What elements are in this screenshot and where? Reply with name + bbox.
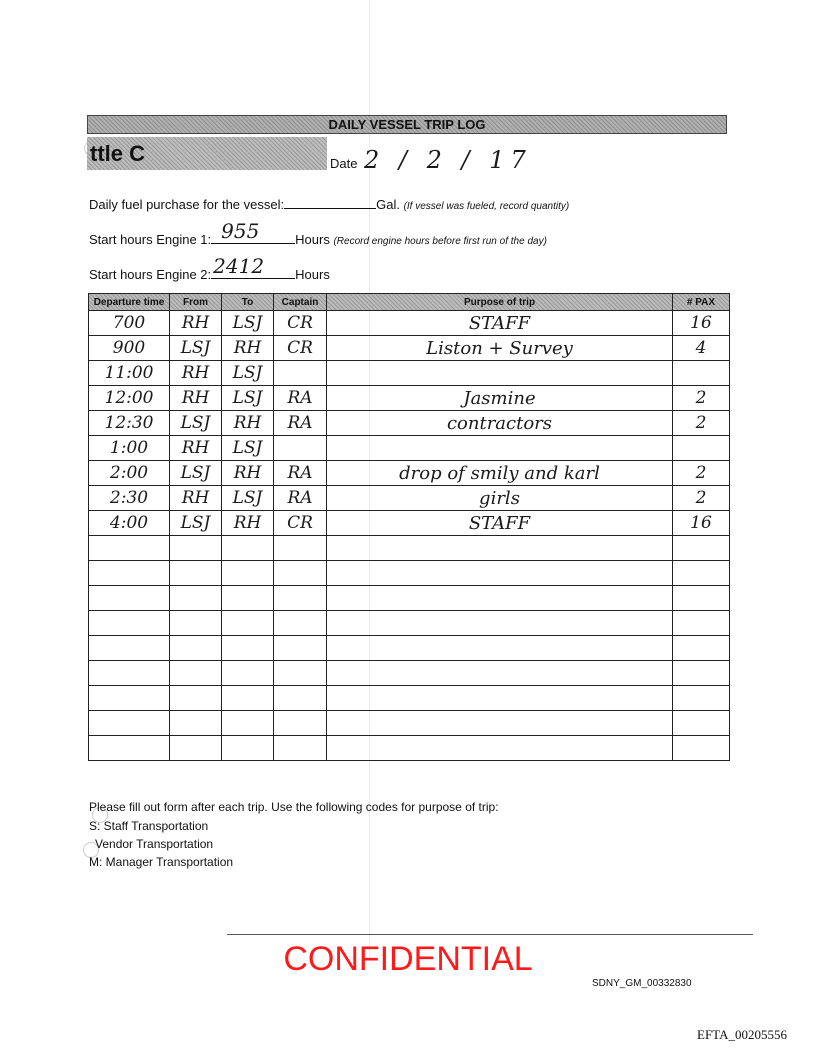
captain-cell — [274, 561, 327, 586]
pax-cell — [673, 586, 730, 611]
from-cell: RH — [170, 436, 222, 461]
to-cell: LSJ — [222, 486, 274, 511]
captain-cell — [274, 736, 327, 761]
departure-time-cell: 2:00 — [89, 461, 170, 486]
code-vendor: Vendor Transportation — [95, 837, 214, 851]
fuel-label: Daily fuel purchase for the vessel: — [89, 197, 285, 212]
departure-time-cell — [89, 736, 170, 761]
to-cell — [222, 686, 274, 711]
to-cell: RH — [222, 511, 274, 536]
captain-cell — [274, 586, 327, 611]
table-header-row — [89, 294, 730, 311]
to-cell — [222, 711, 274, 736]
purpose-cell — [327, 661, 673, 686]
departure-time-cell: 900 — [89, 336, 170, 361]
purpose-cell — [327, 636, 673, 661]
captain-cell — [274, 536, 327, 561]
to-cell: LSJ — [222, 311, 274, 336]
captain-cell: RA — [274, 486, 327, 511]
purpose-cell: Jasmine — [327, 386, 673, 411]
to-cell — [222, 536, 274, 561]
table-row — [89, 486, 730, 511]
departure-time-cell: 2:30 — [89, 486, 170, 511]
departure-time-cell — [89, 536, 170, 561]
captain-cell: RA — [274, 411, 327, 436]
pax-cell: 4 — [673, 336, 730, 361]
purpose-cell: STAFF — [327, 511, 673, 536]
pax-cell — [673, 686, 730, 711]
purpose-cell — [327, 736, 673, 761]
pax-cell: 2 — [673, 486, 730, 511]
column-header: To — [222, 294, 274, 311]
table-row — [89, 611, 730, 636]
date-label: Date — [330, 156, 358, 171]
from-cell — [170, 661, 222, 686]
captain-cell — [274, 661, 327, 686]
column-header: From — [170, 294, 222, 311]
captain-cell: RA — [274, 461, 327, 486]
pax-cell — [673, 611, 730, 636]
from-cell — [170, 636, 222, 661]
pax-cell: 2 — [673, 386, 730, 411]
to-cell — [222, 586, 274, 611]
table-row — [89, 661, 730, 686]
from-cell — [170, 586, 222, 611]
purpose-cell — [327, 686, 673, 711]
table-row — [89, 686, 730, 711]
purpose-cell — [327, 561, 673, 586]
pax-cell — [673, 636, 730, 661]
pax-cell — [673, 561, 730, 586]
engine1-line — [89, 219, 547, 247]
efta-number: EFTA_00205556 — [697, 1027, 787, 1042]
from-cell: RH — [170, 311, 222, 336]
from-cell — [170, 561, 222, 586]
from-cell: RH — [170, 361, 222, 386]
engine1-value: 955 — [221, 219, 260, 243]
departure-time-cell — [89, 636, 170, 661]
departure-time-cell: 700 — [89, 311, 170, 336]
to-cell: RH — [222, 336, 274, 361]
table-row — [89, 711, 730, 736]
from-cell — [170, 686, 222, 711]
purpose-cell — [327, 711, 673, 736]
departure-time-cell — [89, 586, 170, 611]
column-header: Purpose of trip — [327, 294, 673, 311]
pax-cell — [673, 436, 730, 461]
from-cell: LSJ — [170, 336, 222, 361]
pax-cell — [673, 736, 730, 761]
departure-time-cell: 1:00 — [89, 436, 170, 461]
captain-cell: CR — [274, 336, 327, 361]
pax-cell: 2 — [673, 461, 730, 486]
table-row — [89, 736, 730, 761]
departure-time-cell: 4:00 — [89, 511, 170, 536]
purpose-cell — [327, 611, 673, 636]
table-row — [89, 436, 730, 461]
purpose-cell: girls — [327, 486, 673, 511]
table-row — [89, 536, 730, 561]
trip-log-table — [88, 293, 730, 761]
pax-cell — [673, 661, 730, 686]
from-cell — [170, 536, 222, 561]
bates-number: SDNY_GM_00332830 — [592, 978, 692, 989]
from-cell: LSJ — [170, 461, 222, 486]
to-cell — [222, 736, 274, 761]
purpose-cell: STAFF — [327, 311, 673, 336]
from-cell: LSJ — [170, 511, 222, 536]
engine2-blank — [211, 254, 295, 279]
table-row — [89, 561, 730, 586]
engine2-unit: Hours — [295, 267, 330, 282]
table-row — [89, 361, 730, 386]
to-cell: LSJ — [222, 361, 274, 386]
departure-time-cell — [89, 711, 170, 736]
departure-time-cell — [89, 661, 170, 686]
from-cell: RH — [170, 386, 222, 411]
purpose-cell — [327, 361, 673, 386]
form-title: DAILY VESSEL TRIP LOG — [87, 115, 727, 134]
pax-cell: 16 — [673, 511, 730, 536]
purpose-cell: Liston + Survey — [327, 336, 673, 361]
table-row — [89, 336, 730, 361]
departure-time-cell: 12:00 — [89, 386, 170, 411]
to-cell — [222, 561, 274, 586]
captain-cell — [274, 711, 327, 736]
to-cell — [222, 611, 274, 636]
purpose-cell: contractors — [327, 411, 673, 436]
pax-cell — [673, 536, 730, 561]
footer-rule — [227, 934, 753, 935]
pax-cell: 2 — [673, 411, 730, 436]
to-cell: LSJ — [222, 386, 274, 411]
table-row — [89, 636, 730, 661]
purpose-cell — [327, 436, 673, 461]
engine1-note: (Record engine hours before first run of the day) — [333, 236, 547, 247]
pax-cell — [673, 711, 730, 736]
captain-cell — [274, 611, 327, 636]
departure-time-cell — [89, 561, 170, 586]
column-header: Captain — [274, 294, 327, 311]
table-row — [89, 311, 730, 336]
captain-cell: CR — [274, 511, 327, 536]
purpose-cell — [327, 586, 673, 611]
code-staff: S: Staff Transportation — [89, 819, 209, 833]
column-header: Departure time — [89, 294, 170, 311]
captain-cell — [274, 686, 327, 711]
captain-cell — [274, 361, 327, 386]
pax-cell — [673, 361, 730, 386]
table-row — [89, 511, 730, 536]
table-row — [89, 386, 730, 411]
purpose-cell — [327, 536, 673, 561]
engine1-label: Start hours Engine 1: — [89, 232, 212, 247]
fuel-unit: Gal. — [376, 197, 400, 212]
from-cell: RH — [170, 486, 222, 511]
instructions-line: Please fill out form after each trip. Use the following codes for purpose of trip: — [89, 800, 499, 814]
engine2-label: Start hours Engine 2: — [89, 267, 212, 282]
table-row — [89, 586, 730, 611]
table-row — [89, 411, 730, 436]
column-header: # PAX — [673, 294, 730, 311]
captain-cell — [274, 636, 327, 661]
table-row — [89, 461, 730, 486]
to-cell: RH — [222, 461, 274, 486]
fuel-note: (If vessel was fueled, record quantity) — [403, 201, 570, 212]
confidential-stamp: CONFIDENTIAL — [283, 940, 533, 978]
fuel-blank — [284, 196, 376, 209]
vessel-name: ttle C — [87, 137, 327, 170]
from-cell — [170, 711, 222, 736]
table-body — [89, 311, 730, 761]
engine1-unit: Hours — [295, 232, 330, 247]
captain-cell: RA — [274, 386, 327, 411]
date-value: 2 / 2 / 17 — [364, 146, 532, 174]
engine1-blank — [211, 219, 295, 244]
engine2-value: 2412 — [213, 254, 265, 278]
from-cell — [170, 736, 222, 761]
departure-time-cell: 12:30 — [89, 411, 170, 436]
fuel-line — [89, 196, 569, 212]
code-manager: M: Manager Transportation — [89, 855, 234, 869]
captain-cell — [274, 436, 327, 461]
pax-cell: 16 — [673, 311, 730, 336]
to-cell: RH — [222, 411, 274, 436]
to-cell — [222, 636, 274, 661]
from-cell: LSJ — [170, 411, 222, 436]
to-cell — [222, 661, 274, 686]
engine2-line — [89, 254, 330, 282]
departure-time-cell — [89, 686, 170, 711]
to-cell: LSJ — [222, 436, 274, 461]
captain-cell: CR — [274, 311, 327, 336]
purpose-cell: drop of smily and karl — [327, 461, 673, 486]
departure-time-cell: 11:00 — [89, 361, 170, 386]
from-cell — [170, 611, 222, 636]
departure-time-cell — [89, 611, 170, 636]
